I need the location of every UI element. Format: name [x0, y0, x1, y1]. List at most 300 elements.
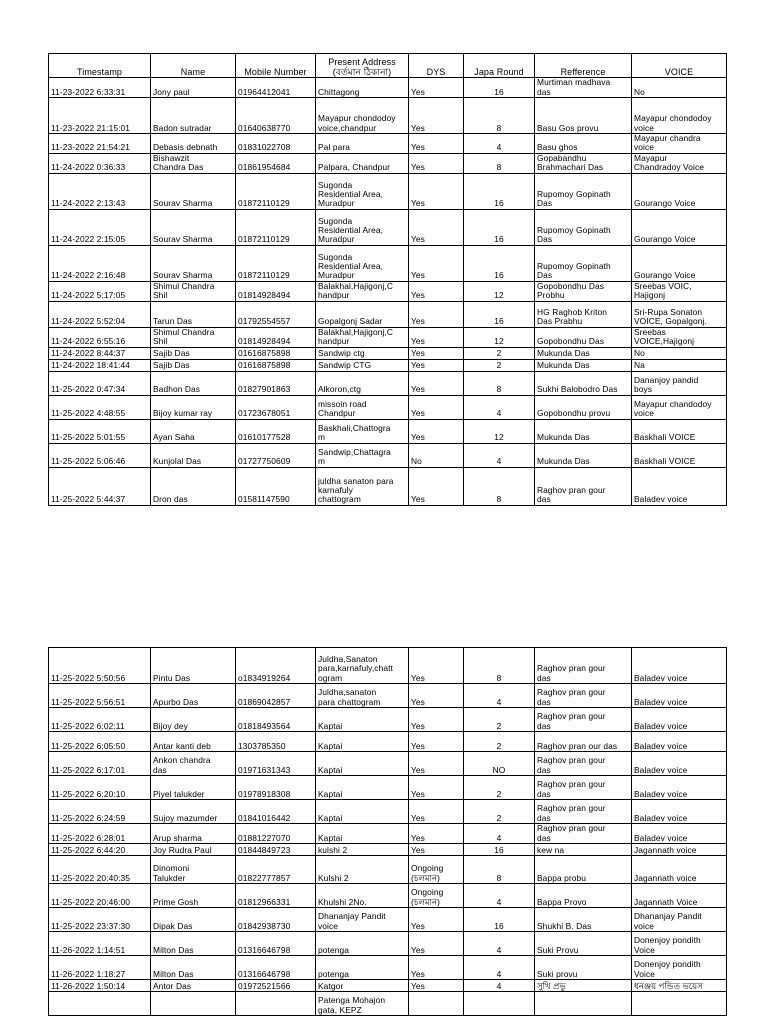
- table-row: [49, 134, 727, 154]
- table-row: [49, 245, 727, 281]
- header-mobile: Mobile Number: [236, 54, 316, 78]
- reference-cell: Gopobondhu Das: [535, 327, 632, 347]
- timestamp-cell: 11-25-2022 0:47:34: [49, 371, 151, 395]
- timestamp-cell: 11-25-2022 5:56:51: [49, 684, 151, 708]
- address-cell: Juldha,Sanaton para,karnafuly,chatt ogram: [316, 648, 409, 684]
- address-cell: Khulshi 2No.: [316, 884, 409, 908]
- name-cell: Badon sutradar: [151, 98, 236, 134]
- voice-cell: Donenjoy pondith Voice: [632, 956, 727, 980]
- timestamp-cell: 11-26-2022 1:14:51: [49, 932, 151, 956]
- name-cell: Antor Das: [151, 980, 236, 992]
- voice-cell: Jagannath voice: [632, 856, 727, 884]
- address-cell: missoin road Chandpur: [316, 395, 409, 419]
- japa-round-cell: 8: [464, 98, 535, 134]
- table-row: [49, 884, 727, 908]
- address-cell: Kaptai: [316, 800, 409, 824]
- voice-cell: Baladev voice: [632, 708, 727, 732]
- table-row: [49, 908, 727, 932]
- voice-cell: Mayapur chandodoy voice: [632, 395, 727, 419]
- table-row: [49, 684, 727, 708]
- header-address: Present Address (বর্তমান ঠিকানা): [316, 54, 409, 78]
- table-row: [49, 856, 727, 884]
- reference-cell: [535, 992, 632, 1016]
- voice-cell: Baladev voice: [632, 752, 727, 776]
- japa-round-cell: 4: [464, 134, 535, 154]
- mobile-cell: 01723678051: [236, 395, 316, 419]
- address-cell: Kaptai: [316, 708, 409, 732]
- reference-cell: Rupomoy Gopinath Das: [535, 209, 632, 245]
- address-cell: Katgor: [316, 980, 409, 992]
- table-row: [49, 371, 727, 395]
- dys-cell: Yes: [409, 932, 464, 956]
- reference-cell: Mukunda Das: [535, 347, 632, 359]
- dys-cell: Yes: [409, 752, 464, 776]
- reference-cell: Sukhi Balobodro Das: [535, 371, 632, 395]
- table-row: [49, 281, 727, 301]
- dys-cell: Yes: [409, 98, 464, 134]
- japa-round-cell: 12: [464, 281, 535, 301]
- header-name: Name: [151, 54, 236, 78]
- dys-cell: Yes: [409, 371, 464, 395]
- dys-cell: Yes: [409, 732, 464, 752]
- reference-cell: Raghov pran gour das: [535, 467, 632, 505]
- voice-cell: Mayapur chandra voice: [632, 134, 727, 154]
- mobile-cell: 1303785350: [236, 732, 316, 752]
- timestamp-cell: 11-25-2022 6:02:11: [49, 708, 151, 732]
- dys-cell: Ongoing (চলমান): [409, 884, 464, 908]
- dys-cell: Yes: [409, 708, 464, 732]
- timestamp-cell: 11-25-2022 6:17:01: [49, 752, 151, 776]
- table-row: [49, 776, 727, 800]
- voice-cell: Dananjoy pandid boys: [632, 371, 727, 395]
- table-row: [49, 443, 727, 467]
- name-cell: Bishawzit Chandra Das: [151, 153, 236, 173]
- mobile-cell: 01727750609: [236, 443, 316, 467]
- dys-cell: Yes: [409, 467, 464, 505]
- header-dys: DYS: [409, 54, 464, 78]
- voice-cell: ধনঞ্জয় পন্ডিত ভয়েস: [632, 980, 727, 992]
- mobile-cell: 01792554557: [236, 301, 316, 327]
- voice-cell: Gourango Voice: [632, 173, 727, 209]
- dys-cell: Yes: [409, 956, 464, 980]
- reference-cell: Raghov pran gour das: [535, 824, 632, 844]
- japa-round-cell: 4: [464, 932, 535, 956]
- voice-cell: Baladev voice: [632, 732, 727, 752]
- table-body: [49, 648, 727, 1016]
- mobile-cell: 01812966331: [236, 884, 316, 908]
- reference-cell: সুখি প্রভু: [535, 980, 632, 992]
- timestamp-cell: 11-26-2022 1:18:27: [49, 956, 151, 980]
- voice-cell: Baladev voice: [632, 800, 727, 824]
- voice-cell: Jagannath voice: [632, 844, 727, 856]
- table-row: [49, 173, 727, 209]
- voice-cell: No: [632, 347, 727, 359]
- japa-round-cell: 16: [464, 209, 535, 245]
- mobile-cell: 01978918308: [236, 776, 316, 800]
- voice-cell: Baladev voice: [632, 824, 727, 844]
- timestamp-cell: 11-24-2022 2:15:05: [49, 209, 151, 245]
- name-cell: Antar kanti deb: [151, 732, 236, 752]
- mobile-cell: 01861954684: [236, 153, 316, 173]
- timestamp-cell: 11-26-2022 1:50:14: [49, 980, 151, 992]
- voice-cell: [632, 992, 727, 1016]
- voice-cell: Mayapur chondodoy voice: [632, 98, 727, 134]
- table-row: [49, 708, 727, 732]
- japa-round-cell: 8: [464, 856, 535, 884]
- registration-table-page-2: [48, 647, 727, 1016]
- name-cell: Pintu Das: [151, 648, 236, 684]
- table-row: [49, 78, 727, 98]
- reference-cell: Bappa probu: [535, 856, 632, 884]
- reference-cell: Basu Gos provu: [535, 98, 632, 134]
- dys-cell: Yes: [409, 824, 464, 844]
- voice-cell: Baladev voice: [632, 467, 727, 505]
- timestamp-cell: 11-25-2022 5:44:37: [49, 467, 151, 505]
- reference-cell: Gopobondhu provu: [535, 395, 632, 419]
- mobile-cell: 01844849723: [236, 844, 316, 856]
- table-row: [49, 956, 727, 980]
- voice-cell: Dhananjay Pandit voice: [632, 908, 727, 932]
- dys-cell: Yes: [409, 800, 464, 824]
- voice-cell: Na: [632, 359, 727, 371]
- dys-cell: Yes: [409, 134, 464, 154]
- name-cell: Dinomoni Talukder: [151, 856, 236, 884]
- timestamp-cell: 11-25-2022 5:50:56: [49, 648, 151, 684]
- japa-round-cell: 2: [464, 800, 535, 824]
- mobile-cell: 01818493564: [236, 708, 316, 732]
- dys-cell: Yes: [409, 359, 464, 371]
- japa-round-cell: 4: [464, 824, 535, 844]
- japa-round-cell: 4: [464, 884, 535, 908]
- table-row: [49, 327, 727, 347]
- address-cell: kulshi 2: [316, 844, 409, 856]
- japa-round-cell: 8: [464, 648, 535, 684]
- voice-cell: Sreebas VOIC, Hajigonj: [632, 281, 727, 301]
- name-cell: Sajib Das: [151, 359, 236, 371]
- dys-cell: No: [409, 443, 464, 467]
- address-cell: Balakhal,Hajigonj,C handpur: [316, 281, 409, 301]
- name-cell: Kunjolal Das: [151, 443, 236, 467]
- name-cell: Apurbo Das: [151, 684, 236, 708]
- mobile-cell: 01881227070: [236, 824, 316, 844]
- table-row: [49, 467, 727, 505]
- name-cell: Sourav Sharma: [151, 173, 236, 209]
- reference-cell: Raghov pran gour das: [535, 776, 632, 800]
- japa-round-cell: 16: [464, 844, 535, 856]
- timestamp-cell: 11-25-2022 20:40:35: [49, 856, 151, 884]
- table-row: [49, 752, 727, 776]
- table-row: [49, 932, 727, 956]
- name-cell: Piyel talukder: [151, 776, 236, 800]
- dys-cell: Yes: [409, 776, 464, 800]
- japa-round-cell: 16: [464, 245, 535, 281]
- voice-cell: Donenjoy pondith Voice: [632, 932, 727, 956]
- timestamp-cell: 11-25-2022 6:44:20: [49, 844, 151, 856]
- reference-cell: Bappa Provo: [535, 884, 632, 908]
- voice-cell: Gourango Voice: [632, 245, 727, 281]
- voice-cell: No: [632, 78, 727, 98]
- name-cell: Sourav Sharma: [151, 245, 236, 281]
- address-cell: Kaptai: [316, 732, 409, 752]
- dys-cell: Yes: [409, 301, 464, 327]
- mobile-cell: 01872110129: [236, 245, 316, 281]
- dys-cell: Yes: [409, 419, 464, 443]
- address-cell: Kaptai: [316, 776, 409, 800]
- table-row: [49, 800, 727, 824]
- japa-round-cell: 4: [464, 684, 535, 708]
- dys-cell: Yes: [409, 245, 464, 281]
- name-cell: Dipak Das: [151, 908, 236, 932]
- reference-cell: Mukunda Das: [535, 359, 632, 371]
- mobile-cell: o1834919264: [236, 648, 316, 684]
- mobile-cell: 01316646798: [236, 932, 316, 956]
- dys-cell: Yes: [409, 648, 464, 684]
- japa-round-cell: 2: [464, 347, 535, 359]
- japa-round-cell: 4: [464, 980, 535, 992]
- address-cell: Baskhali,Chattogra m: [316, 419, 409, 443]
- mobile-cell: 01610177528: [236, 419, 316, 443]
- address-cell: Balakhal,Hajigonj,C handpur: [316, 327, 409, 347]
- mobile-cell: 01640638770: [236, 98, 316, 134]
- name-cell: Badhon Das: [151, 371, 236, 395]
- mobile-cell: 01841016442: [236, 800, 316, 824]
- timestamp-cell: 11-25-2022 23:37:30: [49, 908, 151, 932]
- japa-round-cell: 2: [464, 708, 535, 732]
- address-cell: Mayapur chondodoy voice,chandpur: [316, 98, 409, 134]
- timestamp-cell: 11-25-2022 5:01:55: [49, 419, 151, 443]
- name-cell: Joy Rudra Paul: [151, 844, 236, 856]
- header-japa-round: Japa Round: [464, 54, 535, 78]
- reference-cell: Gopobondhu Das Probhu: [535, 281, 632, 301]
- name-cell: Milton Das: [151, 932, 236, 956]
- japa-round-cell: [464, 992, 535, 1016]
- reference-cell: Raghov pran gour das: [535, 708, 632, 732]
- reference-cell: Rupomoy Gopinath Das: [535, 173, 632, 209]
- dys-cell: Ongoing (চলমান): [409, 856, 464, 884]
- dys-cell: [409, 992, 464, 1016]
- reference-cell: Gopabandhu Brahmachari Das: [535, 153, 632, 173]
- reference-cell: Shukhi B. Das: [535, 908, 632, 932]
- dys-cell: Yes: [409, 684, 464, 708]
- timestamp-cell: 11-23-2022 21:15:01: [49, 98, 151, 134]
- dys-cell: Yes: [409, 209, 464, 245]
- table-row: [49, 419, 727, 443]
- address-cell: Dhananjay Pandit voice: [316, 908, 409, 932]
- timestamp-cell: 11-24-2022 0:36:33: [49, 153, 151, 173]
- name-cell: Bijoy dey: [151, 708, 236, 732]
- dys-cell: Yes: [409, 78, 464, 98]
- timestamp-cell: 11-24-2022 2:13:43: [49, 173, 151, 209]
- name-cell: Sujoy mazumder: [151, 800, 236, 824]
- voice-cell: Baladev voice: [632, 684, 727, 708]
- japa-round-cell: 16: [464, 908, 535, 932]
- japa-round-cell: 12: [464, 419, 535, 443]
- name-cell: Shimul Chandra Shil: [151, 281, 236, 301]
- timestamp-cell: 11-23-2022 21:54:21: [49, 134, 151, 154]
- reference-cell: Murtiman madhava das: [535, 78, 632, 98]
- name-cell: Jony paul: [151, 78, 236, 98]
- header-timestamp: Timestamp: [49, 54, 151, 78]
- address-cell: Juldha,sanaton para chattogram: [316, 684, 409, 708]
- reference-cell: Raghov pran gour das: [535, 648, 632, 684]
- header-voice: VOICE: [632, 54, 727, 78]
- table-row: [49, 209, 727, 245]
- mobile-cell: [236, 992, 316, 1016]
- name-cell: Bijoy kumar ray: [151, 395, 236, 419]
- timestamp-cell: 11-25-2022 6:20:10: [49, 776, 151, 800]
- address-cell: Kulshi 2: [316, 856, 409, 884]
- address-cell: Kaptai: [316, 824, 409, 844]
- table-row: [49, 395, 727, 419]
- table-row: [49, 301, 727, 327]
- timestamp-cell: 11-24-2022 18:41:44: [49, 359, 151, 371]
- mobile-cell: 01842938730: [236, 908, 316, 932]
- mobile-cell: 01822777857: [236, 856, 316, 884]
- reference-cell: Suki Provu: [535, 932, 632, 956]
- address-cell: Chittagong: [316, 78, 409, 98]
- japa-round-cell: 2: [464, 776, 535, 800]
- address-cell: juldha sanaton para karnafuly chattogram: [316, 467, 409, 505]
- mobile-cell: 01827901863: [236, 371, 316, 395]
- reference-cell: Raghov pran gour das: [535, 684, 632, 708]
- timestamp-cell: 11-25-2022 6:28:01: [49, 824, 151, 844]
- timestamp-cell: [49, 992, 151, 1016]
- header-row: [49, 54, 727, 78]
- dys-cell: Yes: [409, 395, 464, 419]
- mobile-cell: 01872110129: [236, 173, 316, 209]
- reference-cell: Mukunda Das: [535, 443, 632, 467]
- address-cell: Sandwip ctg: [316, 347, 409, 359]
- mobile-cell: 01869042857: [236, 684, 316, 708]
- table-row: [49, 648, 727, 684]
- reference-cell: Raghov pran gour das: [535, 752, 632, 776]
- mobile-cell: 01581147590: [236, 467, 316, 505]
- address-cell: Patenga Mohajon gata, KEPZ: [316, 992, 409, 1016]
- table-row: [49, 844, 727, 856]
- japa-round-cell: 8: [464, 371, 535, 395]
- name-cell: Sajib Das: [151, 347, 236, 359]
- name-cell: Ayan Saha: [151, 419, 236, 443]
- timestamp-cell: 11-24-2022 5:17:05: [49, 281, 151, 301]
- mobile-cell: 01972521566: [236, 980, 316, 992]
- reference-cell: kew na: [535, 844, 632, 856]
- name-cell: Dron das: [151, 467, 236, 505]
- name-cell: Sourav Sharma: [151, 209, 236, 245]
- reference-cell: Raghov pran our das: [535, 732, 632, 752]
- voice-cell: Gourango Voice: [632, 209, 727, 245]
- voice-cell: Mayapur Chandradoy Voice: [632, 153, 727, 173]
- address-cell: Sandwip CTG: [316, 359, 409, 371]
- address-cell: Pal para: [316, 134, 409, 154]
- japa-round-cell: 2: [464, 359, 535, 371]
- timestamp-cell: 11-23-2022 6:33:31: [49, 78, 151, 98]
- table-row: [49, 980, 727, 992]
- japa-round-cell: 4: [464, 443, 535, 467]
- mobile-cell: 01831022708: [236, 134, 316, 154]
- mobile-cell: 01971631343: [236, 752, 316, 776]
- mobile-cell: 01814928494: [236, 281, 316, 301]
- mobile-cell: 01964412041: [236, 78, 316, 98]
- mobile-cell: 01316646798: [236, 956, 316, 980]
- reference-cell: Rupomoy Gopinath Das: [535, 245, 632, 281]
- address-cell: Sandwip,Chattagra m: [316, 443, 409, 467]
- mobile-cell: 01616875898: [236, 347, 316, 359]
- timestamp-cell: 11-25-2022 20:46:00: [49, 884, 151, 908]
- japa-round-cell: 2: [464, 732, 535, 752]
- reference-cell: Mukunda Das: [535, 419, 632, 443]
- timestamp-cell: 11-24-2022 8:44:37: [49, 347, 151, 359]
- timestamp-cell: 11-24-2022 5:52:04: [49, 301, 151, 327]
- address-cell: Sugonda Residential Area, Muradpur: [316, 209, 409, 245]
- name-cell: [151, 992, 236, 1016]
- address-cell: Palpara, Chandpur: [316, 153, 409, 173]
- japa-round-cell: 12: [464, 327, 535, 347]
- address-cell: Alkoron,ctg: [316, 371, 409, 395]
- mobile-cell: 01814928494: [236, 327, 316, 347]
- japa-round-cell: NO: [464, 752, 535, 776]
- address-cell: Sugonda Residential Area, Muradpur: [316, 173, 409, 209]
- name-cell: Ankon chandra das: [151, 752, 236, 776]
- dys-cell: Yes: [409, 980, 464, 992]
- dys-cell: Yes: [409, 908, 464, 932]
- voice-cell: Baskhali VOICE: [632, 419, 727, 443]
- name-cell: Debasis debnath: [151, 134, 236, 154]
- table-row: [49, 824, 727, 844]
- dys-cell: Yes: [409, 347, 464, 359]
- table-row: [49, 153, 727, 173]
- japa-round-cell: 16: [464, 301, 535, 327]
- reference-cell: Raghov pran gour das: [535, 800, 632, 824]
- timestamp-cell: 11-25-2022 6:05:50: [49, 732, 151, 752]
- timestamp-cell: 11-25-2022 6:24:59: [49, 800, 151, 824]
- voice-cell: Sreebas VOICE,Hajigonj: [632, 327, 727, 347]
- table-row: [49, 98, 727, 134]
- mobile-cell: 01616875898: [236, 359, 316, 371]
- name-cell: Prime Gosh: [151, 884, 236, 908]
- name-cell: Shimul Chandra Shil: [151, 327, 236, 347]
- timestamp-cell: 11-25-2022 4:48:55: [49, 395, 151, 419]
- japa-round-cell: 8: [464, 153, 535, 173]
- name-cell: Milton Das: [151, 956, 236, 980]
- table-row: [49, 359, 727, 371]
- timestamp-cell: 11-25-2022 5:06:46: [49, 443, 151, 467]
- japa-round-cell: 16: [464, 78, 535, 98]
- registration-table-page-1: [48, 53, 727, 506]
- dys-cell: Yes: [409, 327, 464, 347]
- timestamp-cell: 11-24-2022 2:16:48: [49, 245, 151, 281]
- reference-cell: Suki provu: [535, 956, 632, 980]
- address-cell: Gopalgonj Sadar: [316, 301, 409, 327]
- address-cell: potenga: [316, 956, 409, 980]
- dys-cell: Yes: [409, 844, 464, 856]
- reference-cell: HG Raghob Kriton Das Prabhu: [535, 301, 632, 327]
- voice-cell: Jagannath Voice: [632, 884, 727, 908]
- dys-cell: Yes: [409, 281, 464, 301]
- voice-cell: Baladev voice: [632, 776, 727, 800]
- japa-round-cell: 8: [464, 467, 535, 505]
- address-cell: Kaptai: [316, 752, 409, 776]
- japa-round-cell: 16: [464, 173, 535, 209]
- dys-cell: Yes: [409, 173, 464, 209]
- table-row: [49, 992, 727, 1016]
- japa-round-cell: 4: [464, 956, 535, 980]
- address-cell: potenga: [316, 932, 409, 956]
- name-cell: Arup sharma: [151, 824, 236, 844]
- voice-cell: Baladev voice: [632, 648, 727, 684]
- table-body: [49, 54, 727, 506]
- timestamp-cell: 11-24-2022 6:55:16: [49, 327, 151, 347]
- table-row: [49, 732, 727, 752]
